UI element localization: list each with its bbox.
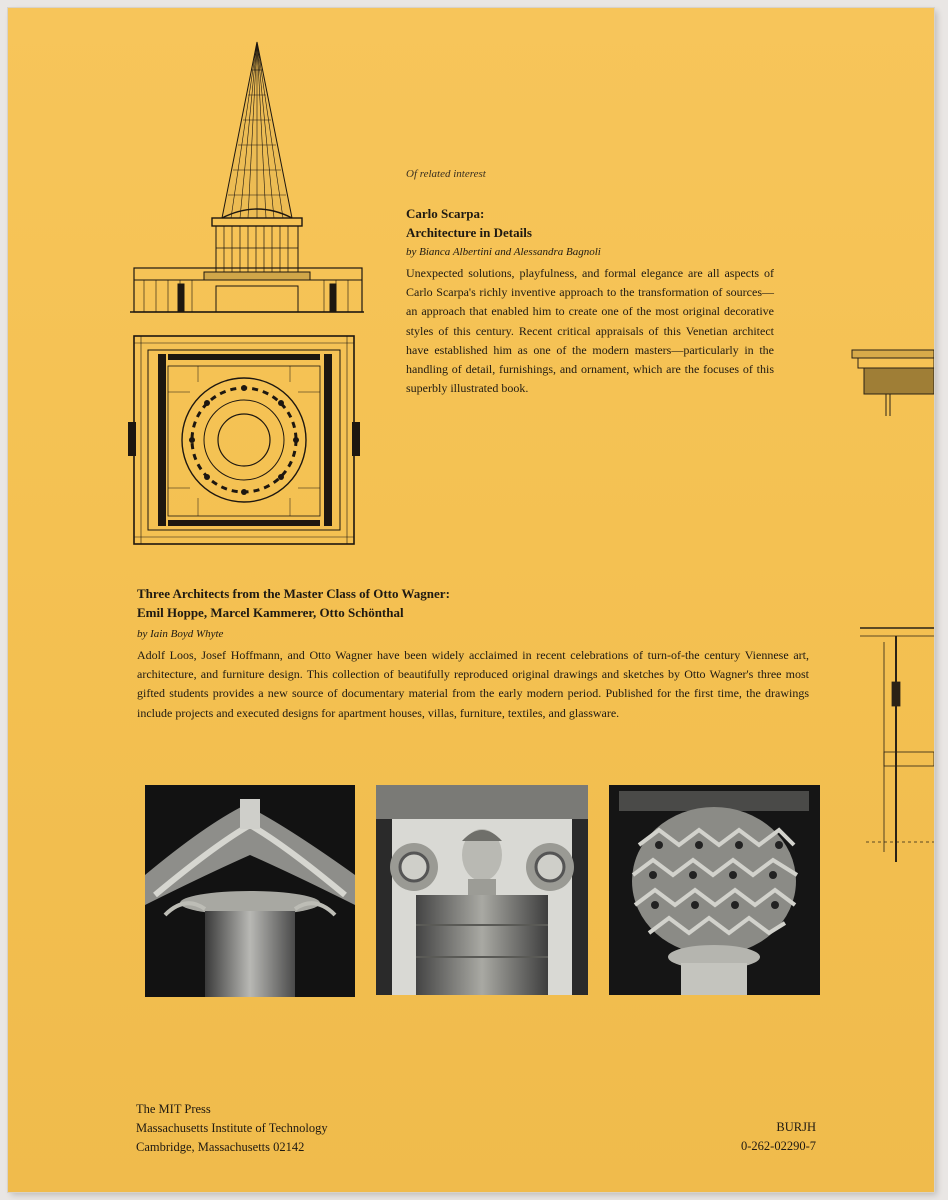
isbn: 0-262-02290-7	[741, 1139, 816, 1153]
book2-byline: by Iain Boyd Whyte	[137, 628, 224, 640]
book1-byline: by Bianca Albertini and Alessandra Bagnoli	[406, 246, 601, 258]
book2-title-line1: Three Architects from the Master Class of Otto Wagner:	[137, 586, 450, 601]
publisher-info	[136, 1100, 328, 1157]
architectural-floor-plan	[128, 332, 360, 548]
book1-title	[406, 204, 786, 242]
book1-title-line1: Carlo Scarpa:	[406, 206, 485, 221]
book2-title-line2: Emil Hoppe, Marcel Kammerer, Otto Schönthal	[137, 605, 404, 620]
related-interest-label: Of related interest	[406, 168, 486, 180]
publisher-institution: Massachusetts Institute of Technology	[136, 1121, 328, 1135]
product-code: BURJH	[776, 1120, 816, 1134]
publisher-address: Cambridge, Massachusetts 02142	[136, 1140, 305, 1154]
book-codes	[741, 1118, 816, 1156]
book1-description: Unexpected solutions, playfulness, and formal elegance are all aspects of Carlo Scarpa's richly inventive approach to the transformation of sources—an approach that enabled him to create one of the most original decorative styles of this century. Recent critical appraisals of this Venetian architect have established him as one of the modern masters—particularly in the handling of detail, furnishings, and ornament, which are the focuses of this superbly illustrated book.	[406, 266, 774, 396]
book-back-cover	[8, 8, 934, 1192]
book2-title	[137, 584, 697, 622]
cornice-detail-drawing	[850, 346, 934, 416]
capital-photo-volute	[145, 785, 355, 997]
book2-description: Adolf Loos, Josef Hoffmann, and Otto Wagner have been widely acclaimed in recent celebrations of turn-of-the century Viennese art, architecture, and furniture design. This collection of beautifully reproduced original drawings and sketches by Otto Wagner's three most gifted students provides a new source of documentary material from the early modern period. Published for the first time, the drawings include projects and executed designs for apartment houses, villas, furniture, textiles, and glassware.	[137, 648, 809, 720]
architectural-elevation-drawing	[124, 40, 364, 316]
capital-photo-pattern	[609, 785, 820, 995]
capital-photo-head	[376, 785, 588, 995]
publisher-name: The MIT Press	[136, 1102, 211, 1116]
book1-title-line2: Architecture in Details	[406, 225, 532, 240]
column-detail-drawing	[856, 622, 934, 862]
